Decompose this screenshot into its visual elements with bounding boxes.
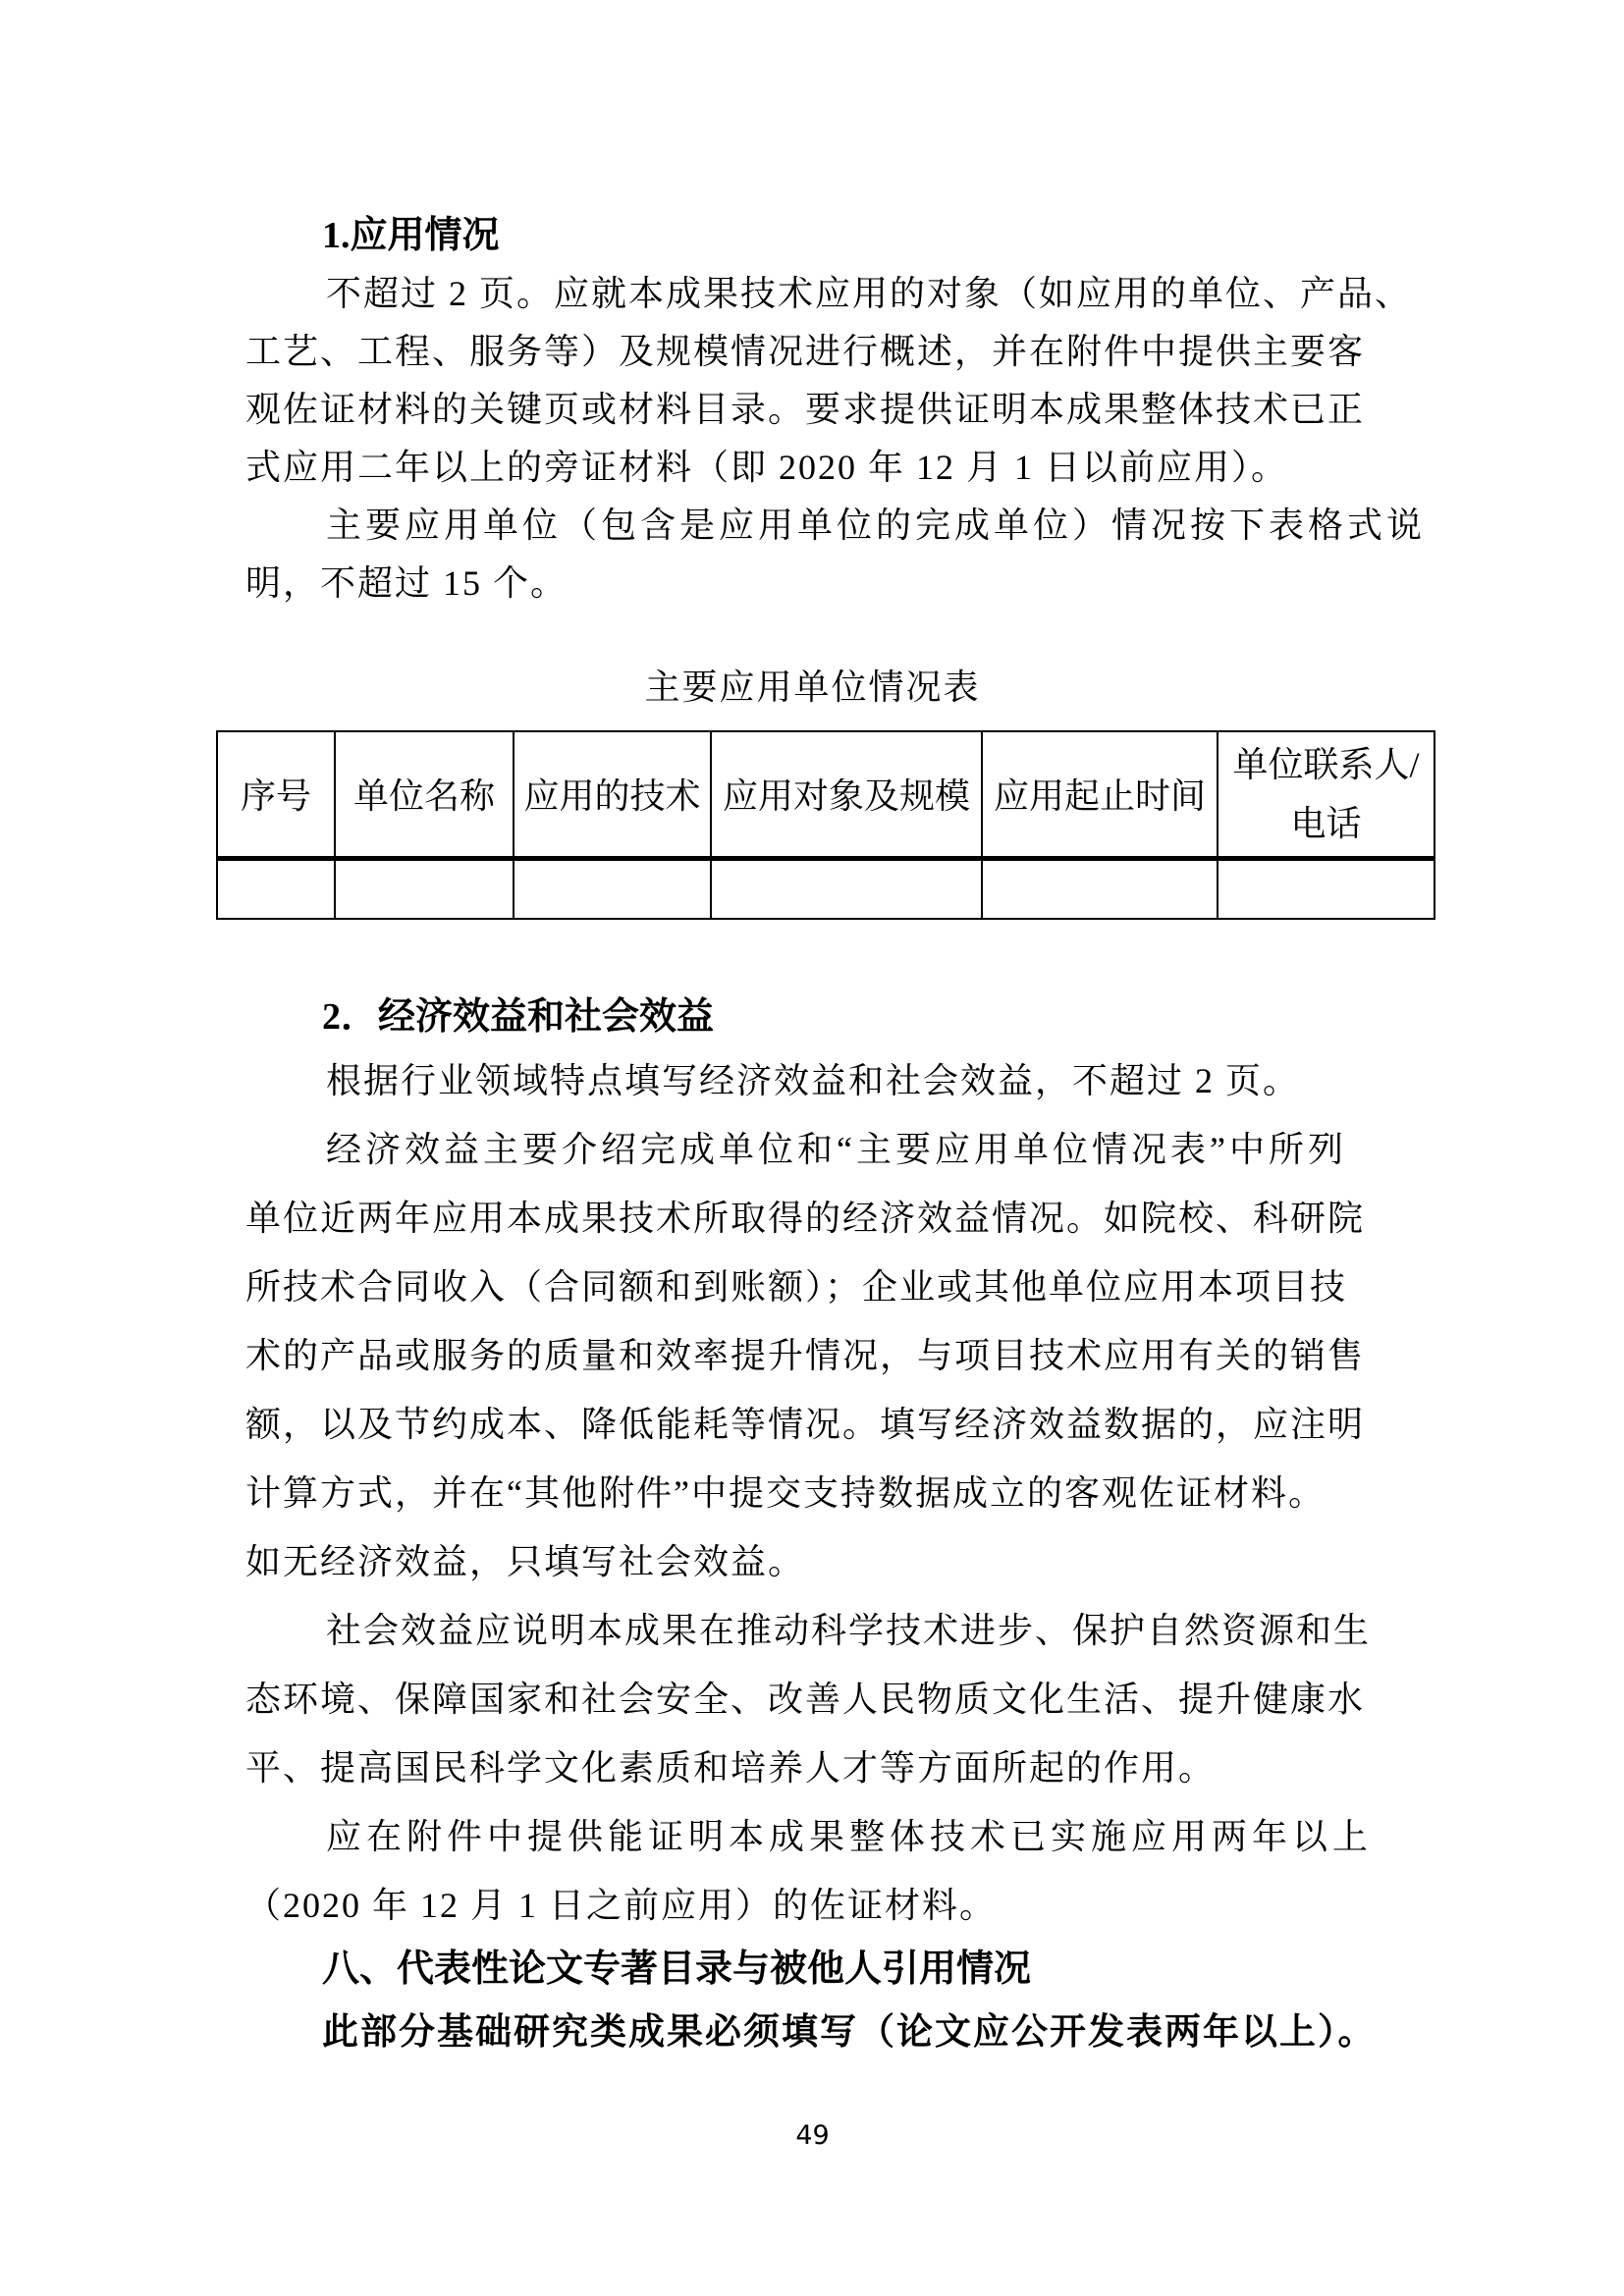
- table-header-row: [217, 731, 1435, 858]
- col-header-index: 序号: [217, 731, 335, 858]
- col-header-contact: [1218, 731, 1435, 858]
- section-2-paragraph-1: [245, 1046, 1380, 1115]
- table-empty-cell: [982, 858, 1218, 919]
- body-line: 态环境、保障国家和社会安全、改善人民物质文化生活、提升健康水: [245, 1680, 1366, 1719]
- body-line: 如无经济效益，只填写社会效益。: [245, 1542, 806, 1581]
- body-line: 平、提高国民科学文化素质和培养人才等方面所起的作用。: [245, 1748, 1217, 1788]
- section-8-heading: 八、代表性论文专著目录与被他人引用情况: [322, 1949, 1032, 1990]
- section-1-paragraph-2: [245, 497, 1427, 613]
- section-2-paragraph-3: [245, 1596, 1380, 1802]
- body-line: 主要应用单位（包含是应用单位的完成单位）情况按下表格式说: [326, 506, 1427, 545]
- col-header-contact-line1: 单位联系人/: [1232, 744, 1420, 784]
- body-line: 不超过 2 页。应就本成果技术应用的对象（如应用的单位、产品、: [326, 274, 1413, 313]
- body-line: 工艺、工程、服务等）及规模情况进行概述，并在附件中提供主要客: [245, 332, 1366, 371]
- table-empty-cell: [1218, 858, 1435, 919]
- body-line: 单位近两年应用本成果技术所取得的经济效益情况。如院校、科研院: [245, 1199, 1366, 1238]
- table-title: 主要应用单位情况表: [644, 667, 981, 707]
- body-line: 经济效益主要介绍完成单位和“主要应用单位情况表”中所列: [326, 1130, 1347, 1169]
- body-line: 术的产品或服务的质量和效率提升情况，与项目技术应用有关的销售: [245, 1336, 1366, 1375]
- body-line: 观佐证材料的关键页或材料目录。要求提供证明本成果整体技术已正: [245, 390, 1366, 429]
- table-empty-row: [217, 858, 1435, 919]
- body-line: 额，以及节约成本、降低能耗等情况。填写经济效益数据的，应注明: [245, 1405, 1366, 1444]
- col-header-application-period: 应用起止时间: [982, 731, 1218, 858]
- body-line: 所技术合同收入（合同额和到账额）；企业或其他单位应用本项目技: [245, 1267, 1348, 1307]
- table-empty-cell: [711, 858, 982, 919]
- col-header-application-scope: 应用对象及规模: [711, 731, 982, 858]
- body-line: 应在附件中提供能证明本成果整体技术已实施应用两年以上: [326, 1817, 1374, 1856]
- section-1-heading: 1.应用情况: [322, 215, 500, 256]
- body-line: 式应用二年以上的旁证材料（即 2020 年 12 月 1 日以前应用）。: [245, 448, 1289, 487]
- col-header-applied-technology: 应用的技术: [514, 731, 711, 858]
- body-line: 根据行业领域特点填写经济效益和社会效益，不超过 2 页。: [326, 1061, 1301, 1100]
- section-2-paragraph-4: [245, 1802, 1380, 1940]
- page-number: 49: [795, 2120, 830, 2151]
- section-8-bold-note: 此部分基础研究类成果必须填写（论文应公开发表两年以上）。: [322, 2012, 1377, 2053]
- section-2-paragraph-2: [245, 1115, 1380, 1596]
- body-line: 社会效益应说明本成果在推动科学技术进步、保护自然资源和生: [326, 1611, 1372, 1650]
- table-empty-cell: [217, 858, 335, 919]
- col-header-unit-name: 单位名称: [335, 731, 514, 858]
- table-empty-cell: [335, 858, 514, 919]
- body-line: （2020 年 12 月 1 日之前应用）的佐证材料。: [245, 1886, 998, 1925]
- section-2-heading: 2．经济效益和社会效益: [322, 996, 715, 1038]
- body-line: 明，不超过 15 个。: [245, 563, 568, 603]
- body-line: 计算方式，并在“其他附件”中提交支持数据成立的客观佐证材料。: [245, 1473, 1326, 1513]
- col-header-contact-line2: 电话: [1290, 803, 1362, 843]
- application-units-table: [216, 730, 1435, 920]
- table-empty-cell: [514, 858, 711, 919]
- section-1-paragraph-1: [245, 265, 1413, 497]
